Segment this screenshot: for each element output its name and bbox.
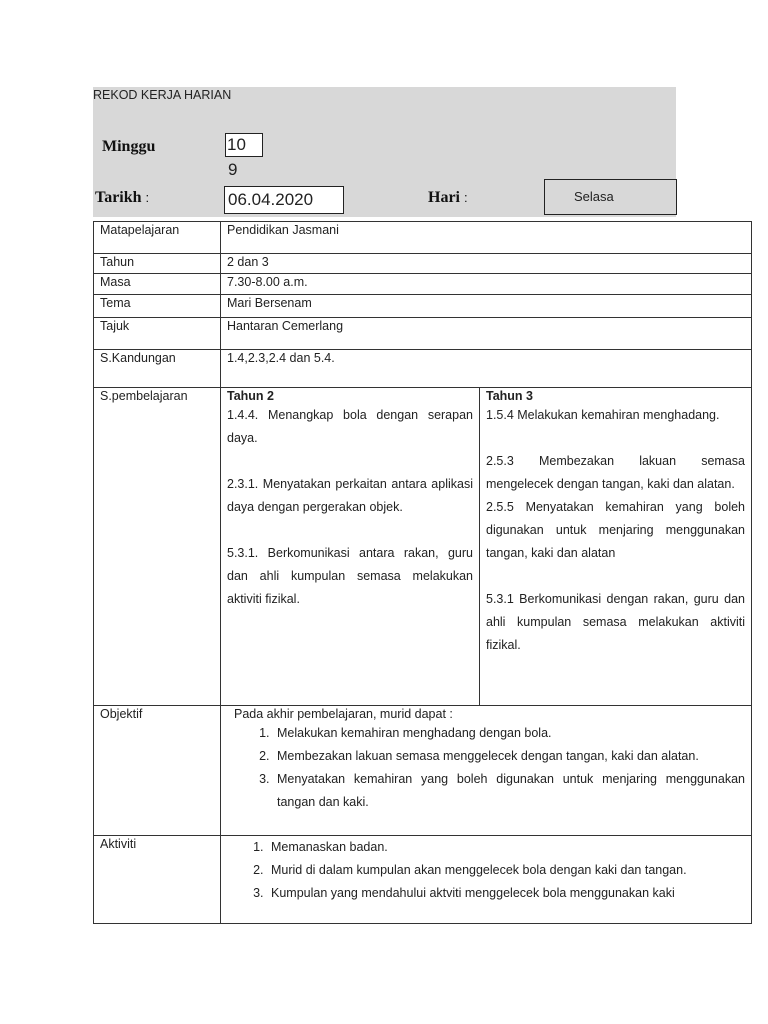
list-item: 1. Memanaskan badan. [267,836,745,859]
table-row-tema [94,295,752,318]
hari-label: Hari [428,189,460,206]
value-matapelajaran: Pendidikan Jasmani [221,222,752,254]
tahun2-cell [221,388,480,706]
tahun3-item: 5.3.1 Berkomunikasi dengan rakan, guru dan ahli kumpulan semasa melakukan aktiviti fizikal. [486,592,745,652]
objektif-intro: Pada akhir pembelajaran, murid dapat : [234,707,453,721]
tahun2-item: 2.3.1. Menyatakan perkaitan antara aplikasi daya dengan pergerakan objek. [227,477,473,514]
table-row-aktiviti [94,836,752,924]
aktiviti-cell [221,836,752,924]
hari-field[interactable] [544,179,677,215]
document-title: REKOD KERJA HARIAN [93,88,232,102]
tarikh-label: Tarikh [95,189,142,206]
label-aktiviti: Aktiviti [94,836,221,924]
table-row-masa [94,274,752,295]
table-row-s-pembelajaran [94,388,752,706]
tahun3-item: 2.5.5 Menyatakan kemahiran yang boleh digunakan untuk menjaring menggunakan tangan, kaki dan alatan [486,500,745,560]
hari-colon: : [464,190,468,205]
table-row-tajuk [94,318,752,350]
list-item: 2. Murid di dalam kumpulan akan menggelecek bola dengan kaki dan tangan. [267,859,745,882]
value-s-kandungan: 1.4,2.3,2.4 dan 5.4. [221,350,752,388]
label-tajuk: Tajuk [94,318,221,350]
list-item: 3. Kumpulan yang mendahului aktviti menggelecek bola menggunakan kaki [267,882,745,905]
list-item: 2. Membezakan lakuan semasa menggelecek dengan tangan, kaki dan alatan. [273,745,745,768]
list-item: 3. Menyatakan kemahiran yang boleh digunakan untuk menjaring menggunakan tangan dan kaki. [273,768,745,814]
tarikh-colon: : [145,190,150,205]
tahun3-item: 1.5.4 Melakukan kemahiran menghadang. [486,408,720,422]
label-masa: Masa [94,274,221,295]
label-s-kandungan: S.Kandungan [94,350,221,388]
minggu-extra-value: 9 [228,160,238,179]
table-row-s-kandungan [94,350,752,388]
label-tahun: Tahun [94,254,221,274]
tarikh-value: 06.04.2020 [228,190,314,209]
minggu-field[interactable] [225,133,263,157]
tahun2-heading: Tahun 2 [227,389,274,403]
table-row-objektif [94,706,752,836]
label-matapelajaran: Matapelajaran [94,222,221,254]
hari-label-group [428,189,468,207]
value-tajuk: Hantaran Cemerlang [221,318,752,350]
label-objektif: Objektif [94,706,221,836]
label-s-pembelajaran: S.pembelajaran [94,388,221,706]
objektif-list [227,722,745,814]
tahun2-item: 5.3.1. Berkomunikasi antara rakan, guru dan ahli kumpulan semasa melakukan aktiviti fizikal. [227,546,473,606]
hari-value: Selasa [574,189,614,204]
label-tema: Tema [94,295,221,318]
tahun3-heading: Tahun 3 [486,389,533,403]
minggu-value: 10 [227,135,246,154]
tarikh-field[interactable] [224,186,344,214]
value-masa: 7.30-8.00 a.m. [221,274,752,295]
tarikh-label-group [95,189,149,207]
tahun3-item: 2.5.3 Membezakan lakuan semasa mengelecek dengan tangan, kaki dan alatan. [486,454,745,491]
objektif-cell [221,706,752,836]
tahun3-cell [480,388,752,706]
rekod-table [93,221,752,924]
minggu-label: Minggu [102,138,156,155]
table-row-tahun [94,254,752,274]
tahun2-item: 1.4.4. Menangkap bola dengan serapan daya. [227,408,473,445]
value-tema: Mari Bersenam [221,295,752,318]
list-item: 1. Melakukan kemahiran menghadang dengan bola. [273,722,745,745]
aktiviti-list [227,836,745,905]
table-row-matapelajaran [94,222,752,254]
value-tahun: 2 dan 3 [221,254,752,274]
